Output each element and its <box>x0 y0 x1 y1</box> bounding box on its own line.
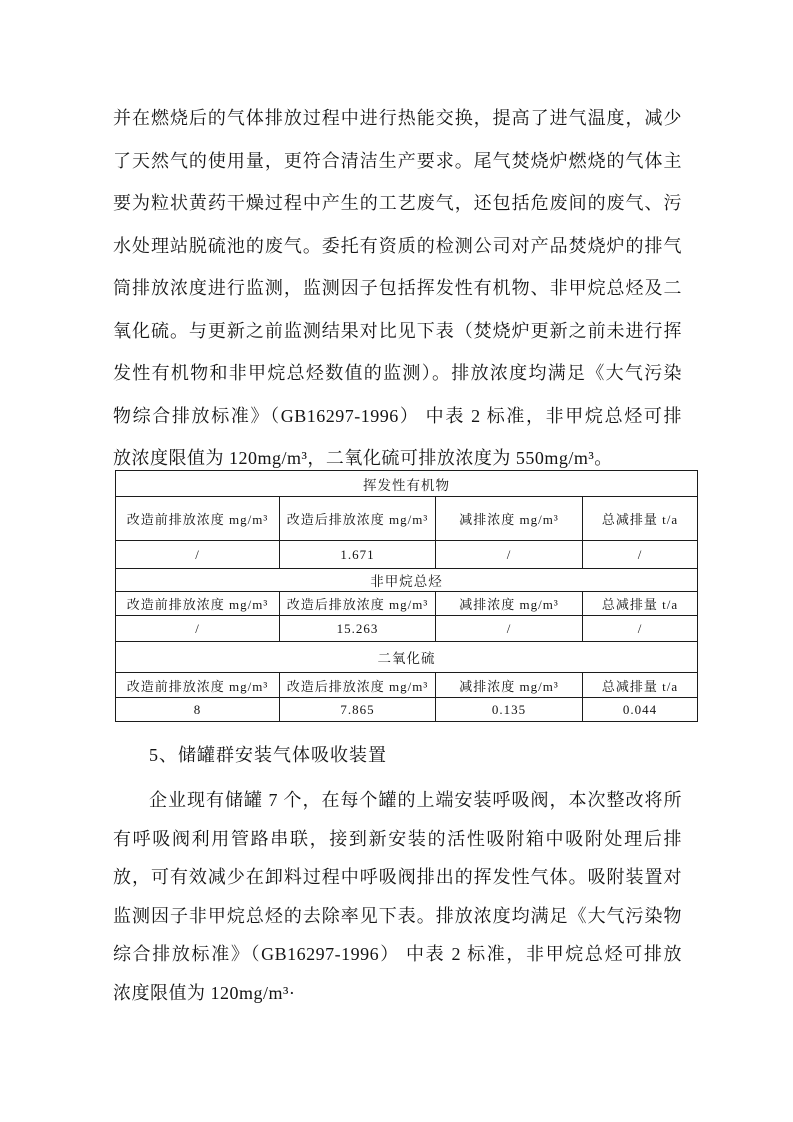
data-cell: 1.671 <box>280 541 436 569</box>
text-line: 浓度限值为 120mg/m³· <box>113 982 296 1003</box>
table-header-row <box>116 497 698 541</box>
column-header-cell: 改造前排放浓度 mg/m³ <box>116 497 280 541</box>
column-header-cell: 减排浓度 mg/m³ <box>436 673 583 698</box>
emissions-comparison-table <box>115 470 698 722</box>
table-data-row <box>116 616 698 642</box>
section-title-cell: 挥发性有机物 <box>116 471 698 497</box>
data-cell: 0.135 <box>436 698 583 722</box>
column-header-cell: 总减排量 t/a <box>583 497 698 541</box>
column-header-cell: 改造后排放浓度 mg/m³ <box>280 497 436 541</box>
column-header-cell: 改造前排放浓度 mg/m³ <box>116 592 280 616</box>
table-header-row <box>116 592 698 616</box>
data-cell: / <box>116 616 280 642</box>
body-paragraph-2 <box>113 781 682 1012</box>
data-cell: 8 <box>116 698 280 722</box>
text-line: 企业现有储罐 7 个，在每个罐的上端安装呼吸阀，本次整改将所 <box>149 790 682 810</box>
text-line: 水处理站脱硫池的废气。委托有资质的检测公司对产品焚烧炉的排气 <box>113 235 682 256</box>
text-line: 放浓度限值为 120mg/m³，二氧化硫可排放浓度为 550mg/m³。 <box>113 448 613 468</box>
data-cell: / <box>436 541 583 569</box>
column-header-cell: 总减排量 t/a <box>583 592 698 616</box>
section-title-cell: 非甲烷总烃 <box>116 569 698 592</box>
data-cell: 7.865 <box>280 698 436 722</box>
column-header-cell: 改造后排放浓度 mg/m³ <box>280 592 436 616</box>
text-line: 物综合排放标准》（GB16297-1996） 中表 2 标准，非甲烷总烃可排 <box>113 405 682 426</box>
text-line: 发性有机物和非甲烷总烃数值的监测）。排放浓度均满足《大气污染 <box>113 363 682 383</box>
column-header-cell: 总减排量 t/a <box>583 673 698 698</box>
data-cell: / <box>583 616 698 642</box>
text-line: 要为粒状黄药干燥过程中产生的工艺废气，还包括危废间的废气、污 <box>113 193 682 213</box>
table-section-row <box>116 569 698 592</box>
table-data-row <box>116 541 698 569</box>
text-line: 并在燃烧后的气体排放过程中进行热能交换，提高了进气温度，减少 <box>113 108 682 128</box>
data-cell: 0.044 <box>583 698 698 722</box>
section-heading-5: 5、储罐群安装气体吸收装置 <box>149 745 387 765</box>
text-line: 氧化硫。与更新之前监测结果对比见下表（焚烧炉更新之前未进行挥 <box>113 320 682 341</box>
table-section-row <box>116 471 698 497</box>
column-header-cell: 减排浓度 mg/m³ <box>436 497 583 541</box>
text-line: 了天然气的使用量，更符合清洁生产要求。尾气焚烧炉燃烧的气体主 <box>113 150 682 171</box>
data-cell: / <box>116 541 280 569</box>
data-cell: 15.263 <box>280 616 436 642</box>
table-data-row <box>116 698 698 722</box>
table-section-row <box>116 642 698 673</box>
column-header-cell: 改造前排放浓度 mg/m³ <box>116 673 280 698</box>
text-line: 监测因子非甲烷总烃的去除率见下表。排放浓度均满足《大气污染物 <box>113 905 682 926</box>
column-header-cell: 改造后排放浓度 mg/m³ <box>280 673 436 698</box>
table-header-row <box>116 673 698 698</box>
text-line: 筒排放浓度进行监测，监测因子包括挥发性有机物、非甲烷总烃及二 <box>113 278 682 298</box>
section-title-cell: 二氧化硫 <box>116 642 698 673</box>
text-line: 有呼吸阀利用管路串联，接到新安装的活性吸附箱中吸附处理后排 <box>113 828 682 849</box>
body-paragraph-1 <box>113 97 682 480</box>
text-line: 放，可有效减少在卸料过程中呼吸阀排出的挥发性气体。吸附装置对 <box>113 867 682 887</box>
text-line: 综合排放标准》（GB16297-1996） 中表 2 标准，非甲烷总烃可排放 <box>113 944 682 964</box>
data-cell: / <box>436 616 583 642</box>
data-cell: / <box>583 541 698 569</box>
column-header-cell: 减排浓度 mg/m³ <box>436 592 583 616</box>
